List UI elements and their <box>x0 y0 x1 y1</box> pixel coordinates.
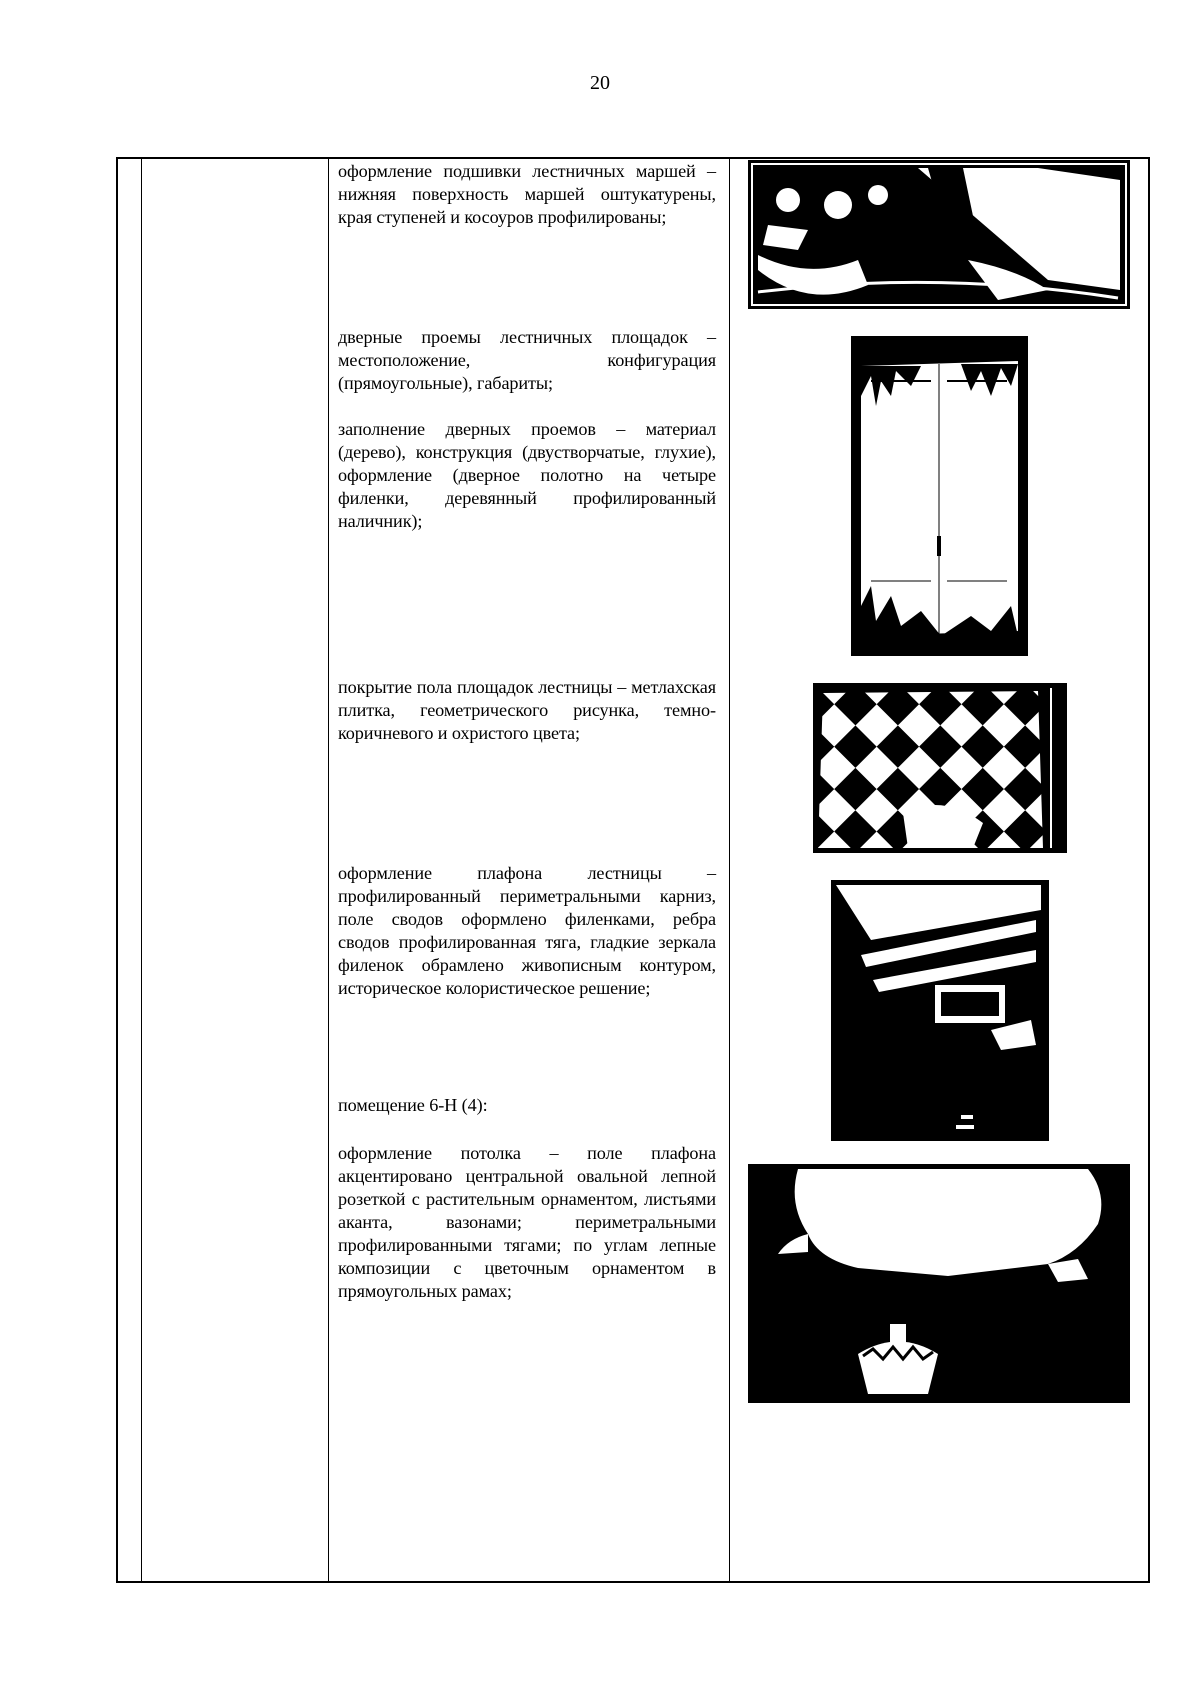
entry-room-ceiling: оформление потолка – поле плафона акцентировано центральной овальной лепной розеткой с растительным орнаментом, листьями аканта, вазонами; периметральными профилированными тягами; по углам лепные композиции с цветочным орнаментом в прямоугольных рамах; <box>338 1143 716 1301</box>
table-column-divider <box>729 157 730 1583</box>
entry-door-fillings: заполнение дверных проемов – материал (дерево), конструкция (двустворчатые, глухие), оформление (дверное полотно на четыре филенки, деревянный профилированный наличник); <box>338 419 716 531</box>
entry-stair-ceiling: оформление плафона лестницы – профилированный периметральными карниз, поле сводов оформлено филенками, ребра сводов профилированная тяга, гладкие зеркала филенок обрамлено живописным контуром, историческое колористическое решение; <box>338 863 716 998</box>
stucco-ceiling-rosette-photo <box>748 1164 1130 1403</box>
checkered-tile-floor-photo <box>813 683 1067 853</box>
page-number: 20 <box>590 72 610 94</box>
entry-stair-soffit: оформление подшивки лестничных маршей – нижняя поверхность маршей оштукатурены, края ступеней и косоуров профилированы; <box>338 161 716 227</box>
table-column-divider <box>141 157 142 1583</box>
table-column-divider <box>328 157 329 1583</box>
entry-room-heading: помещение 6-Н (4): <box>338 1095 488 1115</box>
double-door-photo <box>851 336 1028 656</box>
vaulted-ceiling-photo <box>831 880 1049 1141</box>
staircase-soffit-photo <box>748 160 1130 309</box>
entry-door-openings: дверные проемы лестничных площадок – местоположение, конфигурация (прямоугольные), габариты; <box>338 327 716 393</box>
entry-floor-covering: покрытие пола площадок лестницы – метлахская плитка, геометрического рисунка, темно-коричневого и охристого цвета; <box>338 677 716 743</box>
